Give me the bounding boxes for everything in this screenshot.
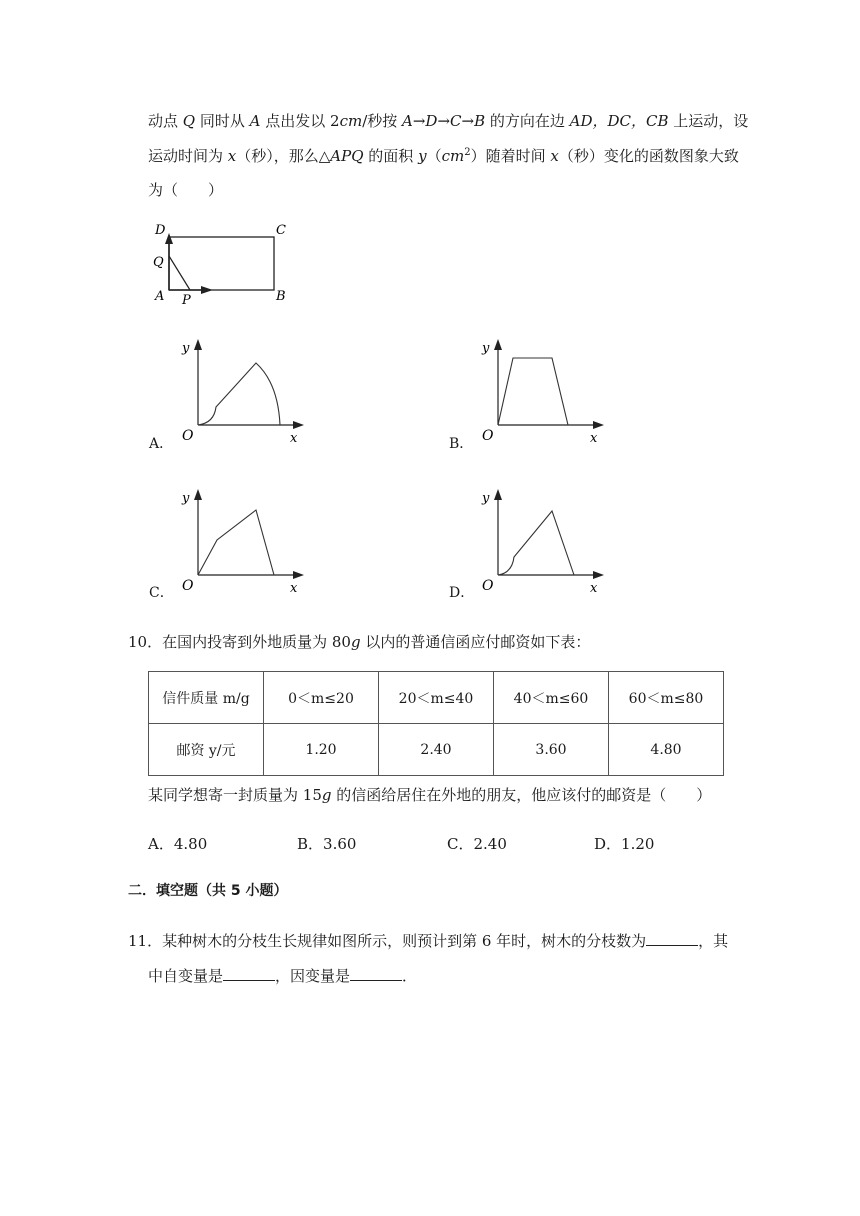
svg-text:O: O bbox=[182, 578, 194, 594]
svg-text:x: x bbox=[590, 431, 598, 446]
table-cell: 邮资 y/元 bbox=[149, 724, 264, 776]
table-row bbox=[149, 724, 724, 776]
table-cell: 40＜m≤60 bbox=[494, 672, 609, 724]
table-cell: 60＜m≤80 bbox=[609, 672, 724, 724]
label-D: D bbox=[155, 223, 166, 238]
q10-choice-d[interactable]: D．1.20 bbox=[594, 835, 655, 853]
table-cell: 4.80 bbox=[609, 724, 724, 776]
answer-blank-1[interactable] bbox=[646, 929, 698, 946]
svg-text:O: O bbox=[482, 578, 494, 594]
table-cell: 20＜m≤40 bbox=[379, 672, 494, 724]
label-P: P bbox=[182, 293, 191, 308]
q11-line-2: 中自变量是 ，因变量是 ． bbox=[148, 964, 417, 986]
label-B: B bbox=[276, 289, 286, 304]
svg-text:O: O bbox=[182, 428, 194, 444]
rectangle-figure bbox=[145, 218, 295, 313]
graph-option-c bbox=[170, 483, 310, 598]
q10-question: 某同学想寄一封质量为 15g 的信函给居住在外地的朋友，他应该付的邮资是（ ） bbox=[148, 786, 712, 804]
graph-option-d bbox=[470, 483, 610, 598]
option-b-label: B． bbox=[449, 436, 474, 452]
svg-text:x: x bbox=[290, 431, 298, 446]
q9-line-3: 为（ ） bbox=[148, 181, 224, 199]
q11-line-1: 11．某种树木的分枝生长规律如图所示，则预计到第 6 年时，树木的分枝数为 ，其 bbox=[128, 929, 728, 951]
q10-choice-c[interactable]: C．2.40 bbox=[447, 835, 507, 853]
svg-text:x: x bbox=[290, 581, 298, 596]
svg-text:y: y bbox=[482, 491, 490, 506]
q9-line-2: 运动时间为 x（秒），那么△APQ 的面积 $y(cm^2)$随着时间 x（秒）变化的函数图象大致 bbox=[148, 147, 739, 165]
section-title: 二．填空题（共 5 小题） bbox=[128, 883, 288, 899]
svg-text:y: y bbox=[482, 341, 490, 356]
q10-choice-a[interactable]: A．4.80 bbox=[148, 835, 208, 853]
svg-text:x: x bbox=[590, 581, 598, 596]
svg-text:y: y bbox=[182, 491, 190, 506]
option-a-label: A． bbox=[149, 436, 174, 452]
q10-stem: 10．在国内投寄到外地质量为 80g 以内的普通信函应付邮资如下表： bbox=[128, 633, 591, 651]
table-cell: 信件质量 m/g bbox=[149, 672, 264, 724]
answer-blank-3[interactable] bbox=[350, 964, 402, 981]
label-A: A bbox=[155, 289, 165, 304]
option-c-label: C． bbox=[149, 585, 174, 601]
answer-blank-2[interactable] bbox=[223, 964, 275, 981]
graph-option-a bbox=[170, 333, 310, 448]
table-cell: 3.60 bbox=[494, 724, 609, 776]
svg-text:y: y bbox=[182, 341, 190, 356]
table-cell: 0＜m≤20 bbox=[264, 672, 379, 724]
option-d-label: D． bbox=[449, 585, 475, 601]
table-row bbox=[149, 672, 724, 724]
label-Q: Q bbox=[153, 255, 164, 270]
q9-line-1: 动点 Q 同时从 A 点出发以 2cm/秒按 A→D→C→B 的方向在边 AD，DC，CB 上运动，设 bbox=[148, 112, 749, 130]
postage-table bbox=[148, 671, 724, 776]
table-cell: 2.40 bbox=[379, 724, 494, 776]
q10-choice-b[interactable]: B．3.60 bbox=[297, 835, 357, 853]
table-cell: 1.20 bbox=[264, 724, 379, 776]
label-C: C bbox=[276, 223, 286, 238]
svg-text:O: O bbox=[482, 428, 494, 444]
graph-option-b bbox=[470, 333, 610, 448]
